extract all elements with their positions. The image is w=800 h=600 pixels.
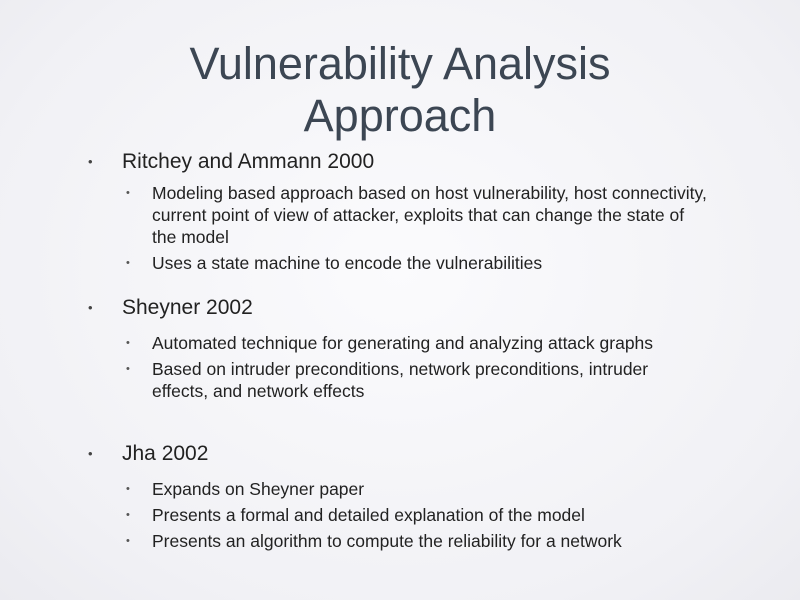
- bullet-label: Ritchey and Ammann 2000: [122, 150, 375, 173]
- bullet-icon: •: [126, 187, 130, 199]
- bullet-icon: •: [88, 446, 93, 461]
- bullet-sheyner: [88, 294, 768, 322]
- bullet-group-ritchey: [88, 148, 768, 294]
- slide-content: [88, 148, 768, 552]
- sub-bullet-text: Based on intruder preconditions, network preconditions, intruder effects, and network effects: [152, 359, 649, 401]
- bullet-group-sheyner: [88, 294, 768, 440]
- sub-bullet: [88, 252, 768, 274]
- bullet-icon: •: [126, 363, 130, 375]
- bullet-jha: [88, 440, 768, 468]
- sub-bullet-text: Automated technique for generating and analyzing attack graphs: [152, 333, 654, 353]
- slide-title: Vulnerability Analysis Approach: [189, 38, 611, 141]
- bullet-icon: •: [126, 483, 130, 495]
- sub-bullet-text: Uses a state machine to encode the vulnerabilities: [152, 253, 543, 273]
- sub-bullet: [88, 504, 768, 526]
- bullet-icon: •: [88, 300, 93, 315]
- bullet-icon: •: [126, 257, 130, 269]
- sub-bullet-text: Presents a formal and detailed explanation of the model: [152, 505, 585, 525]
- sub-bullet: [88, 182, 712, 248]
- sub-bullet-list: [88, 332, 768, 402]
- sub-bullet: [88, 358, 672, 402]
- sub-bullet: [88, 530, 768, 552]
- bullet-label: Sheyner 2002: [122, 296, 253, 319]
- sub-bullet-text: Expands on Sheyner paper: [152, 479, 365, 499]
- bullet-label: Jha 2002: [122, 442, 209, 465]
- bullet-icon: •: [126, 509, 130, 521]
- bullet-icon: •: [126, 535, 130, 547]
- sub-bullet-text: Presents an algorithm to compute the reliability for a network: [152, 531, 622, 551]
- sub-bullet: [88, 478, 768, 500]
- bullet-icon: •: [88, 154, 93, 169]
- sub-bullet: [88, 332, 672, 354]
- bullet-group-jha: [88, 440, 768, 552]
- bullet-icon: •: [126, 337, 130, 349]
- sub-bullet-list: [88, 478, 768, 552]
- bullet-ritchey-ammann: [88, 148, 768, 176]
- sub-bullet-text: Modeling based approach based on host vulnerability, host connectivity, current point of view of attacker, exploits that can change the state of the model: [152, 183, 707, 247]
- sub-bullet-list: [88, 182, 768, 274]
